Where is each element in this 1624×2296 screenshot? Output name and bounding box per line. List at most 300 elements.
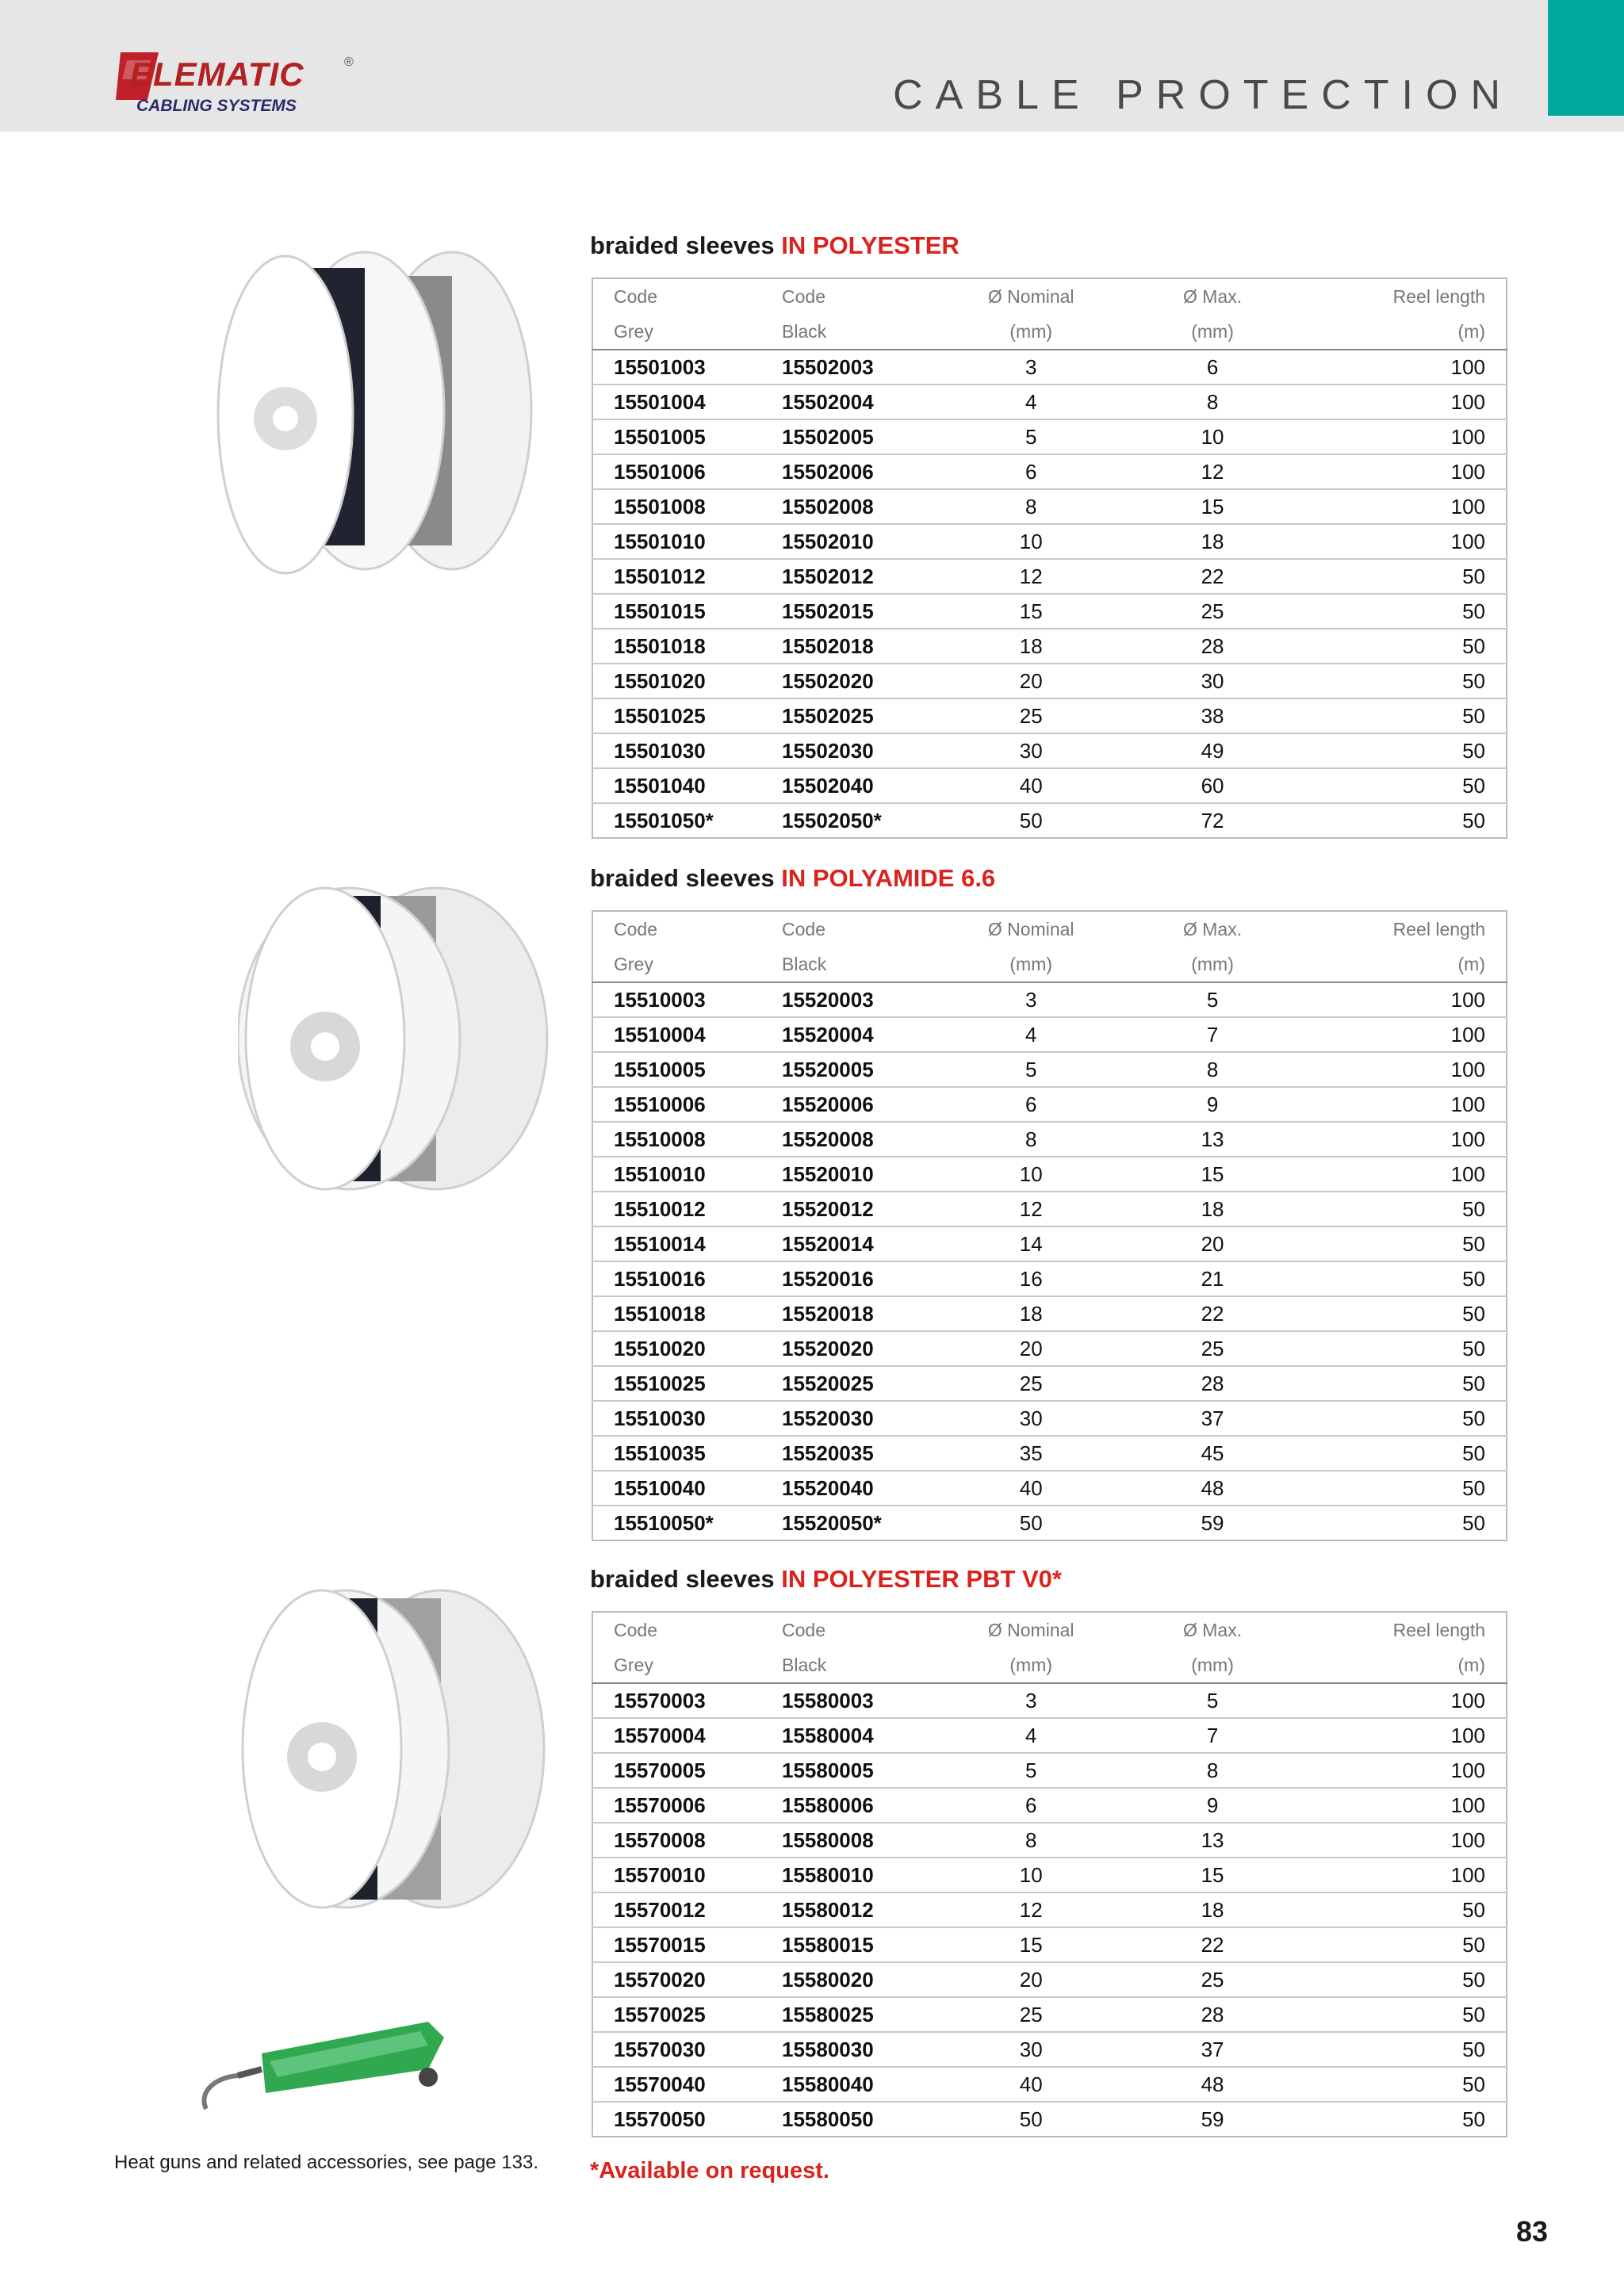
nominal-diameter-cell: 20 <box>929 664 1132 698</box>
max-diameter-cell: 5 <box>1132 1683 1292 1718</box>
table-row <box>592 1017 1507 1052</box>
code-black-header: Black <box>782 320 827 342</box>
code-grey-cell: 15510040 <box>592 1471 761 1506</box>
reel-length-cell: 100 <box>1293 1683 1507 1718</box>
logo-subtitle: CABLING SYSTEMS <box>136 97 297 115</box>
table-row <box>592 489 1507 524</box>
reel-length-cell: 50 <box>1293 2032 1507 2067</box>
reel-length-cell: 100 <box>1293 1122 1507 1157</box>
reel-length-cell: 50 <box>1293 2102 1507 2137</box>
max-diameter-cell: 37 <box>1132 1401 1292 1436</box>
polyester-reels-image <box>214 244 547 585</box>
code-black-cell: 15502040 <box>761 768 929 803</box>
table-row <box>592 698 1507 733</box>
max-diameter-cell: 5 <box>1132 982 1292 1017</box>
code-black-cell: 15502008 <box>761 489 929 524</box>
reel-length-cell: 50 <box>1293 1296 1507 1331</box>
table-row <box>592 1401 1507 1436</box>
section-heading-accent: IN POLYESTER <box>781 232 959 259</box>
reel-length-cell: 100 <box>1293 1788 1507 1823</box>
nominal-diameter-cell: 40 <box>929 2067 1132 2102</box>
reel-length-cell: 50 <box>1293 1226 1507 1261</box>
code-black-cell: 15520020 <box>761 1331 929 1366</box>
reel-length-header: Reel length <box>1392 285 1485 307</box>
header-row <box>592 911 1507 947</box>
code-grey-cell: 15510016 <box>592 1261 761 1296</box>
reel-length-header: Reel length <box>1392 918 1485 939</box>
section-tab <box>1548 0 1624 116</box>
table-row <box>592 1823 1507 1858</box>
code-black-cell: 15580025 <box>761 1997 929 2032</box>
max-diameter-cell: 9 <box>1132 1087 1292 1122</box>
max-diameter-cell: 72 <box>1132 803 1292 838</box>
nominal-diameter-cell: 30 <box>929 733 1132 768</box>
max-diameter-header: Ø Max. <box>1182 1619 1243 1640</box>
table-row <box>592 1997 1507 2032</box>
max-diameter-cell: 7 <box>1132 1718 1292 1753</box>
code-black-cell: 15520014 <box>761 1226 929 1261</box>
reel-length-cell: 100 <box>1293 524 1507 559</box>
nominal-diameter-cell: 3 <box>929 982 1132 1017</box>
table-row <box>592 2067 1507 2102</box>
code-grey-cell: 15510050* <box>592 1506 761 1540</box>
nominal-diameter-cell: 40 <box>929 768 1132 803</box>
table-row <box>592 803 1507 838</box>
max-diameter-cell: 25 <box>1132 1962 1292 1997</box>
nominal-diameter-cell: 20 <box>929 1331 1132 1366</box>
code-black-cell: 15520030 <box>761 1401 929 1436</box>
reel-length-cell: 100 <box>1293 454 1507 489</box>
nominal-diameter-cell: 6 <box>929 454 1132 489</box>
reel-length-cell: 100 <box>1293 419 1507 454</box>
max-diameter-header: Ø Max. <box>1182 918 1243 939</box>
code-black-cell: 15520018 <box>761 1296 929 1331</box>
max-diameter-cell: 21 <box>1132 1261 1292 1296</box>
code-grey-cell: 15510005 <box>592 1052 761 1087</box>
section-heading-pbt <box>590 1565 1062 1594</box>
max-diameter-cell: 18 <box>1132 1192 1292 1226</box>
table-row <box>592 1087 1507 1122</box>
nominal-diameter-cell: 50 <box>929 803 1132 838</box>
table-row <box>592 524 1507 559</box>
heat-guns-note: Heat guns and related accessories, see page 133. <box>114 2152 539 2173</box>
table-row <box>592 350 1507 385</box>
header-row <box>592 947 1507 982</box>
code-black-header: Code <box>782 1619 825 1640</box>
code-grey-cell: 15501003 <box>592 350 761 385</box>
table-row <box>592 1753 1507 1788</box>
header-row <box>592 1612 1507 1647</box>
nominal-diameter-cell: 30 <box>929 1401 1132 1436</box>
code-grey-header: Grey <box>614 320 653 342</box>
code-grey-cell: 15510004 <box>592 1017 761 1052</box>
table-row <box>592 1683 1507 1718</box>
code-grey-cell: 15510020 <box>592 1331 761 1366</box>
reel-length-cell: 50 <box>1293 594 1507 629</box>
code-grey-cell: 15570010 <box>592 1858 761 1892</box>
table-row <box>592 629 1507 664</box>
nominal-diameter-cell: 8 <box>929 489 1132 524</box>
nominal-diameter-cell: 16 <box>929 1261 1132 1296</box>
code-black-cell: 15520005 <box>761 1052 929 1087</box>
code-grey-cell: 15501025 <box>592 698 761 733</box>
max-diameter-cell: 6 <box>1132 350 1292 385</box>
table-row <box>592 1788 1507 1823</box>
code-black-cell: 15580003 <box>761 1683 929 1718</box>
table-row <box>592 768 1507 803</box>
max-diameter-cell: 22 <box>1132 559 1292 594</box>
nominal-diameter-header: (mm) <box>1009 953 1053 974</box>
code-grey-cell: 15501012 <box>592 559 761 594</box>
table-row <box>592 1296 1507 1331</box>
max-diameter-header: Ø Max. <box>1182 285 1243 307</box>
code-black-cell: 15580005 <box>761 1753 929 1788</box>
section-heading-text: braided sleeves <box>590 1565 782 1593</box>
code-black-cell: 15580008 <box>761 1823 929 1858</box>
table-row <box>592 1892 1507 1927</box>
max-diameter-cell: 15 <box>1132 1157 1292 1192</box>
table-row <box>592 1331 1507 1366</box>
code-black-cell: 15520040 <box>761 1471 929 1506</box>
logo-registered-mark: ® <box>344 55 354 69</box>
code-black-cell: 15520016 <box>761 1261 929 1296</box>
code-black-cell: 15520003 <box>761 982 929 1017</box>
reel-length-cell: 100 <box>1293 385 1507 419</box>
page-number: 83 <box>1515 2215 1548 2248</box>
nominal-diameter-cell: 50 <box>929 2102 1132 2137</box>
nominal-diameter-cell: 35 <box>929 1436 1132 1471</box>
nominal-diameter-header: (mm) <box>1009 320 1053 342</box>
nominal-diameter-header: (mm) <box>1009 1654 1053 1675</box>
code-grey-cell: 15501020 <box>592 664 761 698</box>
max-diameter-cell: 25 <box>1132 594 1292 629</box>
code-grey-cell: 15510003 <box>592 982 761 1017</box>
reel-length-cell: 50 <box>1293 1927 1507 1962</box>
table-row <box>592 1366 1507 1401</box>
reel-length-header: (m) <box>1457 953 1485 974</box>
nominal-diameter-header: Ø Nominal <box>987 1619 1074 1640</box>
table-row <box>592 1858 1507 1892</box>
table-row <box>592 1122 1507 1157</box>
reel-length-cell: 50 <box>1293 698 1507 733</box>
code-black-cell: 15502050* <box>761 803 929 838</box>
max-diameter-cell: 9 <box>1132 1788 1292 1823</box>
nominal-diameter-header: Ø Nominal <box>987 285 1074 307</box>
page-title: CABLE PROTECTION <box>893 72 1513 118</box>
reel-length-header: (m) <box>1457 1654 1485 1675</box>
nominal-diameter-cell: 14 <box>929 1226 1132 1261</box>
code-grey-cell: 15570003 <box>592 1683 761 1718</box>
available-on-request-note: *Available on request. <box>590 2158 829 2183</box>
code-grey-cell: 15510008 <box>592 1122 761 1157</box>
max-diameter-header: (mm) <box>1191 1654 1234 1675</box>
max-diameter-cell: 38 <box>1132 698 1292 733</box>
code-grey-cell: 15501040 <box>592 768 761 803</box>
code-black-cell: 15580004 <box>761 1718 929 1753</box>
nominal-diameter-cell: 40 <box>929 1471 1132 1506</box>
max-diameter-cell: 15 <box>1132 489 1292 524</box>
nominal-diameter-cell: 25 <box>929 1366 1132 1401</box>
max-diameter-cell: 13 <box>1132 1823 1292 1858</box>
nominal-diameter-cell: 4 <box>929 1017 1132 1052</box>
max-diameter-cell: 12 <box>1132 454 1292 489</box>
reel-length-cell: 100 <box>1293 1718 1507 1753</box>
max-diameter-cell: 10 <box>1132 419 1292 454</box>
table-row <box>592 1226 1507 1261</box>
header-row <box>592 1647 1507 1683</box>
reel-length-cell: 100 <box>1293 1157 1507 1192</box>
heat-gun-image <box>190 1974 460 2125</box>
code-grey-cell: 15501030 <box>592 733 761 768</box>
nominal-diameter-header: Ø Nominal <box>987 918 1074 939</box>
code-grey-cell: 15570015 <box>592 1927 761 1962</box>
reel-length-cell: 50 <box>1293 1506 1507 1540</box>
max-diameter-cell: 8 <box>1132 1753 1292 1788</box>
code-black-cell: 15520004 <box>761 1017 929 1052</box>
nominal-diameter-cell: 50 <box>929 1506 1132 1540</box>
table-row <box>592 1436 1507 1471</box>
reel-length-cell: 50 <box>1293 1892 1507 1927</box>
code-black-cell: 15520008 <box>761 1122 929 1157</box>
code-grey-cell: 15570006 <box>592 1788 761 1823</box>
code-grey-cell: 15570050 <box>592 2102 761 2137</box>
code-black-cell: 15580050 <box>761 2102 929 2137</box>
nominal-diameter-cell: 15 <box>929 1927 1132 1962</box>
reel-length-cell: 50 <box>1293 1471 1507 1506</box>
header-row <box>592 278 1507 314</box>
max-diameter-cell: 15 <box>1132 1858 1292 1892</box>
max-diameter-cell: 13 <box>1132 1122 1292 1157</box>
reel-length-cell: 50 <box>1293 664 1507 698</box>
code-black-cell: 15580012 <box>761 1892 929 1927</box>
max-diameter-cell: 60 <box>1132 768 1292 803</box>
code-grey-cell: 15570020 <box>592 1962 761 1997</box>
nominal-diameter-cell: 6 <box>929 1087 1132 1122</box>
nominal-diameter-cell: 6 <box>929 1788 1132 1823</box>
code-grey-cell: 15570005 <box>592 1753 761 1788</box>
nominal-diameter-cell: 25 <box>929 1997 1132 2032</box>
code-grey-cell: 15501004 <box>592 385 761 419</box>
max-diameter-cell: 18 <box>1132 524 1292 559</box>
max-diameter-cell: 28 <box>1132 1366 1292 1401</box>
code-black-cell: 15502018 <box>761 629 929 664</box>
code-grey-cell: 15510012 <box>592 1192 761 1226</box>
code-black-cell: 15520035 <box>761 1436 929 1471</box>
pbt-reels-image <box>235 1582 552 1915</box>
section-heading-accent: IN POLYESTER PBT V0* <box>781 1565 1062 1593</box>
reel-length-cell: 100 <box>1293 1052 1507 1087</box>
reel-length-header: (m) <box>1457 320 1485 342</box>
code-black-header: Black <box>782 1654 827 1675</box>
code-black-cell: 15502030 <box>761 733 929 768</box>
reel-length-cell: 50 <box>1293 2067 1507 2102</box>
section-heading-text: braided sleeves <box>590 864 782 892</box>
reel-length-cell: 50 <box>1293 733 1507 768</box>
code-grey-cell: 15501008 <box>592 489 761 524</box>
table-row <box>592 1471 1507 1506</box>
code-grey-header: Grey <box>614 953 653 974</box>
nominal-diameter-cell: 5 <box>929 419 1132 454</box>
section-heading-polyamide <box>590 864 995 893</box>
header-row <box>592 314 1507 350</box>
max-diameter-cell: 8 <box>1132 1052 1292 1087</box>
reel-length-cell: 100 <box>1293 489 1507 524</box>
table-row <box>592 2102 1507 2137</box>
code-black-cell: 15580030 <box>761 2032 929 2067</box>
reel-length-cell: 50 <box>1293 1962 1507 1997</box>
code-grey-cell: 15510010 <box>592 1157 761 1192</box>
nominal-diameter-cell: 10 <box>929 1858 1132 1892</box>
nominal-diameter-cell: 4 <box>929 1718 1132 1753</box>
reel-length-cell: 100 <box>1293 1858 1507 1892</box>
max-diameter-cell: 7 <box>1132 1017 1292 1052</box>
code-grey-cell: 15501018 <box>592 629 761 664</box>
max-diameter-cell: 45 <box>1132 1436 1292 1471</box>
nominal-diameter-cell: 10 <box>929 524 1132 559</box>
max-diameter-cell: 37 <box>1132 2032 1292 2067</box>
code-black-cell: 15502006 <box>761 454 929 489</box>
table-row <box>592 1718 1507 1753</box>
nominal-diameter-cell: 15 <box>929 594 1132 629</box>
nominal-diameter-cell: 12 <box>929 1192 1132 1226</box>
nominal-diameter-cell: 4 <box>929 385 1132 419</box>
code-grey-cell: 15570040 <box>592 2067 761 2102</box>
reel-length-cell: 50 <box>1293 1261 1507 1296</box>
reel-length-cell: 50 <box>1293 1401 1507 1436</box>
code-grey-cell: 15501006 <box>592 454 761 489</box>
reel-length-cell: 50 <box>1293 1331 1507 1366</box>
code-black-cell: 15520006 <box>761 1087 929 1122</box>
reel-length-cell: 100 <box>1293 1753 1507 1788</box>
table-row <box>592 559 1507 594</box>
code-grey-cell: 15510014 <box>592 1226 761 1261</box>
max-diameter-header: (mm) <box>1191 320 1234 342</box>
nominal-diameter-cell: 12 <box>929 559 1132 594</box>
max-diameter-header: (mm) <box>1191 953 1234 974</box>
reel-length-cell: 50 <box>1293 768 1507 803</box>
code-black-cell: 15502015 <box>761 594 929 629</box>
table-row <box>592 1192 1507 1226</box>
code-grey-cell: 15510006 <box>592 1087 761 1122</box>
max-diameter-cell: 48 <box>1132 1471 1292 1506</box>
reel-length-header: Reel length <box>1392 1619 1485 1640</box>
table-row <box>592 982 1507 1017</box>
table-row <box>592 664 1507 698</box>
section-heading-accent: IN POLYAMIDE 6.6 <box>781 864 996 892</box>
nominal-diameter-cell: 18 <box>929 1296 1132 1331</box>
table-row <box>592 454 1507 489</box>
code-grey-header: Grey <box>614 1654 653 1675</box>
code-black-cell: 15502004 <box>761 385 929 419</box>
code-grey-cell: 15510018 <box>592 1296 761 1331</box>
reel-length-cell: 100 <box>1293 1017 1507 1052</box>
nominal-diameter-cell: 8 <box>929 1122 1132 1157</box>
code-grey-cell: 15570025 <box>592 1997 761 2032</box>
code-grey-cell: 15570012 <box>592 1892 761 1927</box>
nominal-diameter-cell: 3 <box>929 1683 1132 1718</box>
reel-length-cell: 100 <box>1293 1087 1507 1122</box>
nominal-diameter-cell: 30 <box>929 2032 1132 2067</box>
code-black-cell: 15502010 <box>761 524 929 559</box>
max-diameter-cell: 20 <box>1132 1226 1292 1261</box>
table-row <box>592 1261 1507 1296</box>
reel-length-cell: 50 <box>1293 1192 1507 1226</box>
code-grey-cell: 15510035 <box>592 1436 761 1471</box>
reel-length-cell: 50 <box>1293 559 1507 594</box>
polyamide-spec-table <box>592 910 1507 1541</box>
max-diameter-cell: 59 <box>1132 2102 1292 2137</box>
code-grey-cell: 15501010 <box>592 524 761 559</box>
pbt-spec-table <box>592 1611 1507 2137</box>
max-diameter-cell: 22 <box>1132 1296 1292 1331</box>
table-row <box>592 733 1507 768</box>
max-diameter-cell: 8 <box>1132 385 1292 419</box>
nominal-diameter-cell: 25 <box>929 698 1132 733</box>
code-black-cell: 15520010 <box>761 1157 929 1192</box>
table-row <box>592 1506 1507 1540</box>
code-black-cell: 15502020 <box>761 664 929 698</box>
max-diameter-cell: 48 <box>1132 2067 1292 2102</box>
table-row <box>592 1157 1507 1192</box>
table-row <box>592 385 1507 419</box>
elematic-logo <box>116 49 354 121</box>
reel-length-cell: 50 <box>1293 1436 1507 1471</box>
section-heading-polyester <box>590 232 959 260</box>
table-row <box>592 1052 1507 1087</box>
reel-length-cell: 50 <box>1293 1997 1507 2032</box>
nominal-diameter-cell: 10 <box>929 1157 1132 1192</box>
code-black-cell: 15520012 <box>761 1192 929 1226</box>
table-row <box>592 1927 1507 1962</box>
code-grey-header: Code <box>614 918 657 939</box>
code-black-cell: 15502005 <box>761 419 929 454</box>
max-diameter-cell: 49 <box>1132 733 1292 768</box>
code-grey-header: Code <box>614 285 657 307</box>
code-grey-cell: 15501015 <box>592 594 761 629</box>
table-row <box>592 594 1507 629</box>
nominal-diameter-cell: 18 <box>929 629 1132 664</box>
code-grey-cell: 15510030 <box>592 1401 761 1436</box>
code-black-cell: 15520050* <box>761 1506 929 1540</box>
max-diameter-cell: 22 <box>1132 1927 1292 1962</box>
code-grey-cell: 15501050* <box>592 803 761 838</box>
code-grey-cell: 15570008 <box>592 1823 761 1858</box>
code-black-header: Code <box>782 918 825 939</box>
reel-length-cell: 50 <box>1293 629 1507 664</box>
max-diameter-cell: 28 <box>1132 1997 1292 2032</box>
code-black-cell: 15520025 <box>761 1366 929 1401</box>
code-grey-cell: 15570030 <box>592 2032 761 2067</box>
nominal-diameter-cell: 5 <box>929 1753 1132 1788</box>
code-grey-cell: 15510025 <box>592 1366 761 1401</box>
max-diameter-cell: 59 <box>1132 1506 1292 1540</box>
table-row <box>592 2032 1507 2067</box>
polyester-spec-table <box>592 277 1507 839</box>
nominal-diameter-cell: 20 <box>929 1962 1132 1997</box>
reel-length-cell: 100 <box>1293 982 1507 1017</box>
code-black-cell: 15580010 <box>761 1858 929 1892</box>
nominal-diameter-cell: 5 <box>929 1052 1132 1087</box>
table-row <box>592 1962 1507 1997</box>
max-diameter-cell: 30 <box>1132 664 1292 698</box>
code-black-cell: 15580020 <box>761 1962 929 1997</box>
code-black-cell: 15502003 <box>761 350 929 385</box>
code-black-cell: 15580015 <box>761 1927 929 1962</box>
code-black-cell: 15502025 <box>761 698 929 733</box>
code-grey-cell: 15501005 <box>592 419 761 454</box>
code-grey-header: Code <box>614 1619 657 1640</box>
code-black-cell: 15502012 <box>761 559 929 594</box>
